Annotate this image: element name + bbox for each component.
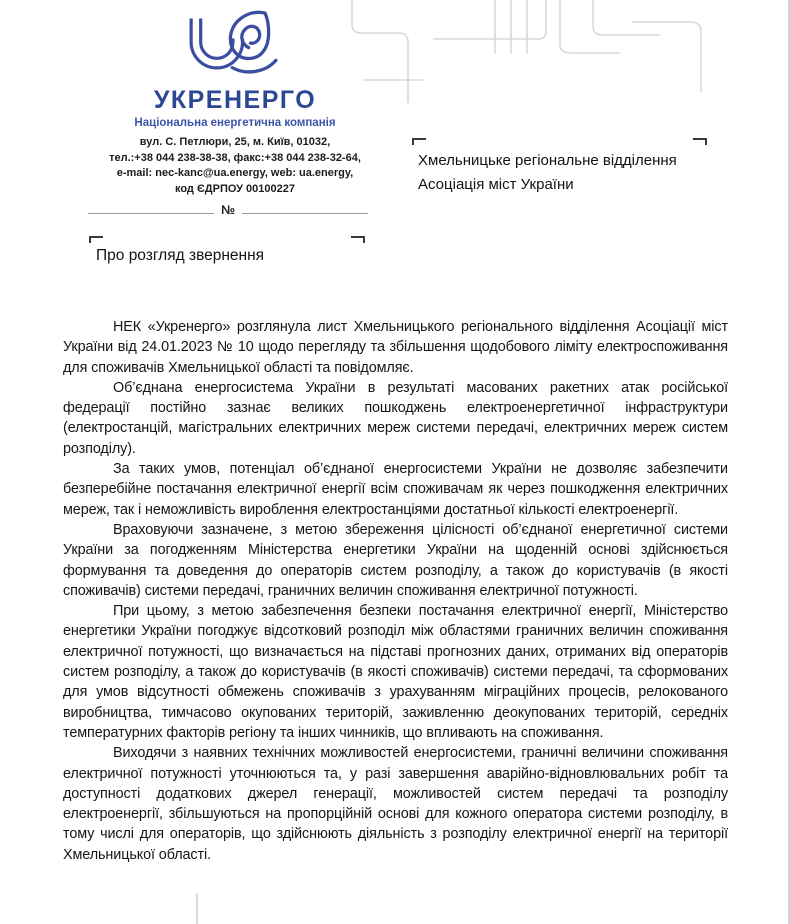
- recipient-text: [412, 138, 707, 197]
- circuit-decoration: [330, 0, 730, 115]
- org-address: [105, 135, 365, 197]
- date-number-line: [88, 199, 368, 217]
- ukrenergo-logo-icon: [185, 6, 285, 82]
- body-paragraph: Враховуючи зазначене, з метою збереження цілісності об’єднаної енергетичної системи України за погодженням Міністерства енергетики України на щоденній основі здійснюється формування та доведення до операторів систем розподілу, а також до користувачів (в якості споживачів) системи передачі, граничних величин споживання електричної потужності.: [63, 521, 728, 599]
- body-paragraph: За таких умов, потенціал об’єднаної енергосистеми України не дозволяє забезпечити безперебійне постачання електричної енергії всім споживачам як через пошкодження електричних мереж, так і неможливість вироблення електростанціями достатньої кількості електроенергії.: [63, 461, 728, 518]
- number-blank-line: [242, 213, 368, 214]
- org-name: УКРЕНЕРГО: [153, 86, 317, 114]
- body-paragraph: НЕК «Укренерго» розглянула лист Хмельницького регіонального відділення Асоціації міст України від 24.01.2023 № 10 щодо перегляду та збільшення щодобового ліміту електроспоживання для споживачів Хмельницької області та повідомляє.: [63, 319, 728, 376]
- recipient-line: Хмельницьке регіональне відділення: [418, 152, 677, 169]
- body-paragraph: Виходячи з наявних технічних можливостей енергосистеми, граничні величини споживання електричної потужності уточнюються та, у разі завершення аварійно-відновлювальних робіт та доступності додаткових джерел генерації, можливостей систем передачі та розподілу електроенергії, збільшуються на пропорційній основі для кожного оператора системи розподілу, в тому числі для операторів, що здійснюють діяльність з розподілу електричної енергії на території Хмельницької області.: [63, 745, 728, 863]
- subject-text: Про розгляд звернення: [96, 247, 265, 264]
- address-line: код ЄДРПОУ 00100227: [174, 182, 295, 195]
- address-line: вул. С. Петлюри, 25, м. Київ, 01032,: [139, 136, 331, 148]
- corner-mark-icon: [351, 236, 365, 243]
- body-paragraph: При цьому, з метою забезпечення безпеки постачання електричної енергії, Міністерство енергетики України погоджує відсотковий розподіл між областями граничних величин споживання електричної потужності, що визначається на підставі прогнозних даних, отриманих від операторів систем розподілу, а також до користувачів (в якості споживачів) системи передачі, та сформованих для умов відсутності обмежень споживачів з урахуванням міграційних процесів, релокованого виробництва, тимчасово окупованих територій, заживленню деокупованих територій, середніх температурних факторів регіону та інших чинників, що впливають на споживання.: [63, 603, 728, 741]
- bottom-decoration-line: [196, 893, 198, 924]
- address-line: e-mail: nec-kanc@ua.energy, web: ua.energy,: [116, 167, 354, 179]
- letter-body: [63, 317, 728, 865]
- org-subtitle: Національна енергетична компанія: [134, 117, 336, 129]
- recipient-line: Асоціація міст України: [418, 176, 574, 193]
- corner-mark-icon: [412, 138, 426, 145]
- date-blank-line: [88, 213, 214, 214]
- corner-mark-icon: [89, 236, 103, 243]
- subject-block: [89, 236, 365, 265]
- corner-mark-icon: [693, 138, 707, 145]
- number-sign: №: [221, 202, 235, 217]
- body-paragraph: Об’єднана енергосистема України в результаті масованих ракетних атак російської федерації постійно зазнає великих пошкоджень електроенергетичної інфраструктури (електростанцій, магістральних електричних мереж системи передачі, електричних мереж систем розподілу).: [63, 379, 728, 457]
- address-line: тел.:+38 044 238-38-38, факс:+38 044 238-32-64,: [109, 151, 361, 164]
- letterhead: [105, 6, 365, 197]
- recipient-block: [412, 138, 707, 197]
